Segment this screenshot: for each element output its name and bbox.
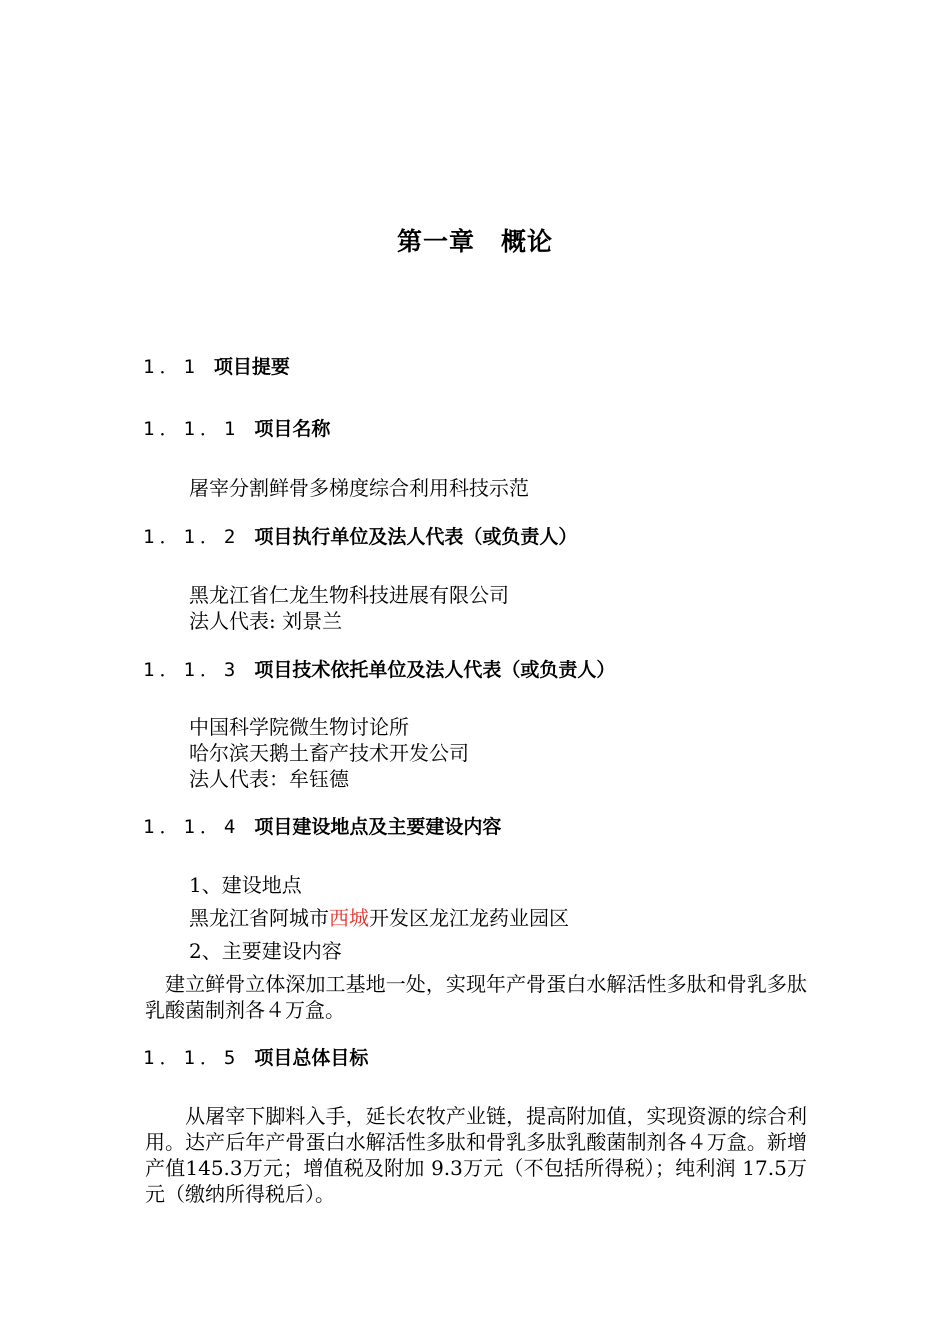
section-1-1-1-heading xyxy=(143,414,330,441)
section-title: 项目技术依托单位及法人代表（或负责人） xyxy=(254,659,616,681)
section-number: 1．1．5 xyxy=(143,1047,241,1069)
legal-representative: 法人代表: 刘景兰 xyxy=(189,609,343,633)
executing-unit: 黑龙江省仁龙生物科技进展有限公司 xyxy=(189,583,509,607)
section-1-1-heading xyxy=(143,352,290,379)
section-title: 项目总体目标 xyxy=(254,1047,369,1069)
section-number: 1．1．4 xyxy=(143,816,241,838)
section-1-1-5-heading xyxy=(143,1043,368,1070)
support-legal-representative: 法人代表：牟钰德 xyxy=(189,767,349,791)
section-title: 项目执行单位及法人代表（或负责人） xyxy=(254,526,578,548)
location-highlight: 西城 xyxy=(329,906,369,930)
overall-goal: 从屠宰下脚料入手，延长农牧产业链，提高附加值，实现资源的综合利用。达产后年产骨蛋白水解活性多肽和骨乳多肽乳酸菌制剂各４万盒。新增产值145.3万元；增值税及附加 9.3万元（不包括所得税）；纯利润 17.5万元（缴纳所得税后）。 xyxy=(145,1104,807,1206)
section-number: 1．1．3 xyxy=(143,659,241,681)
section-title: 项目建设地点及主要建设内容 xyxy=(254,816,502,838)
section-number: 1．1 xyxy=(143,356,200,378)
section-title: 项目名称 xyxy=(254,418,331,440)
section-1-1-4-heading xyxy=(143,812,501,839)
construction-location xyxy=(189,905,569,931)
chapter-title: 第一章 概论 xyxy=(396,227,553,256)
support-unit-1: 中国科学院微生物讨论所 xyxy=(189,715,409,739)
support-unit-2: 哈尔滨天鹅土畜产技术开发公司 xyxy=(189,741,469,765)
list-item-content-label: 2、主要建设内容 xyxy=(189,939,342,963)
section-number: 1．1．1 xyxy=(143,418,241,440)
location-text: 黑龙江省阿城市 xyxy=(189,906,329,930)
construction-content: 建立鲜骨立体深加工基地一处，实现年产骨蛋白水解活性多肽和骨乳多肽乳酸菌制剂各４万盒。 xyxy=(145,972,807,1022)
section-number: 1．1．2 xyxy=(143,526,241,548)
list-item-location-label: 1、建设地点 xyxy=(189,873,302,897)
location-text: 开发区龙江龙药业园区 xyxy=(369,906,569,930)
section-1-1-2-heading xyxy=(143,522,577,549)
section-title: 项目提要 xyxy=(213,356,290,378)
section-1-1-3-heading xyxy=(143,655,615,682)
project-name: 屠宰分割鲜骨多梯度综合利用科技示范 xyxy=(189,476,529,500)
